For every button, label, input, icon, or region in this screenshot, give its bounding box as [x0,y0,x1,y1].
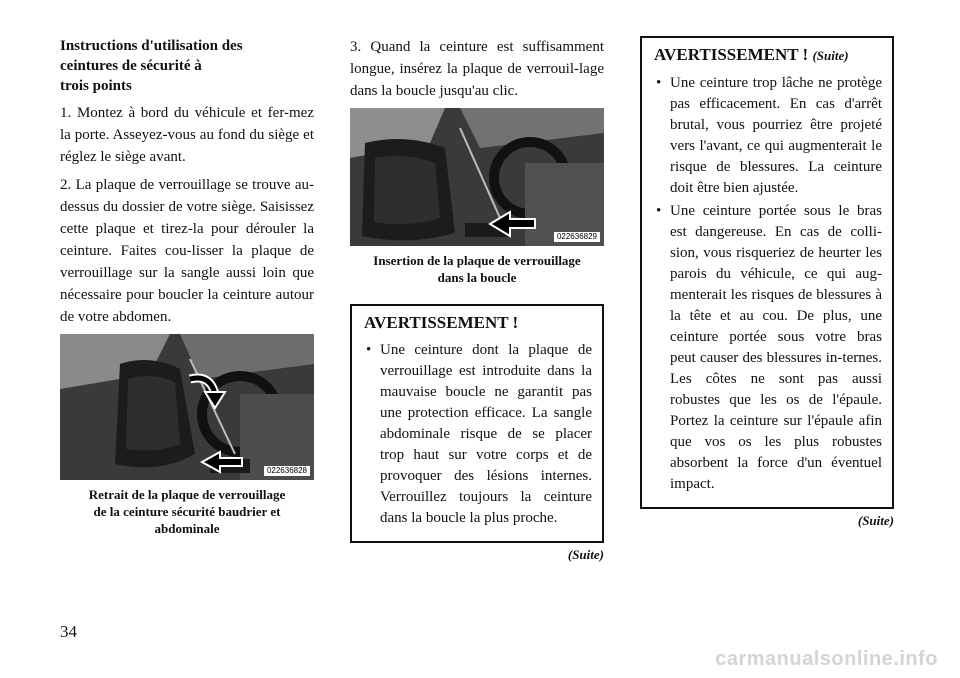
figure-seat-belt-latch-removal [60,334,314,480]
warning-title: AVERTISSEMENT ! (Suite) [654,45,849,64]
figure-code: 022636828 [264,466,310,476]
column-middle [350,36,604,563]
arrow-left-icon [350,108,604,246]
figure-code: 022636829 [554,232,600,242]
page-number: 34 [60,622,77,641]
figure-latch-insertion [350,108,604,246]
step-3-paragraph: 3. Quand la ceinture est suffisamment longue, insérez la plaque de verrouil-lage dans la boucle jusqu'au clic. [350,39,604,99]
bullet-icon: • [656,75,662,91]
section-heading: Instructions d'utilisation des ceintures de sécurité à trois points [60,38,243,94]
column-left [60,36,314,537]
warning-list [364,340,592,529]
bullet-icon: • [656,203,662,219]
figure-caption: Insertion de la plaque de verrouillage dans la boucle [373,253,581,285]
warning-box-continued [640,36,894,509]
continued-label: (Suite) [857,513,894,528]
warning-item: • Une ceinture trop lâche ne protège pas efficacement. En cas d'arrêt brutal, vous pourriez être projeté vers l'avant, ce qui augmenterait le risque de blessures. La ceinture doit être bien ajustée. [656,75,882,196]
step-2-paragraph: 2. La plaque de verrouillage se trouve au-dessus du dossier de votre siège. Saisissez cette plaque et tirez-la pour dérouler la ceinture. Faites cou-lisser la plaque de verrouillage sur la sangle aussi loin que nécessaire pour boucler la ceinture autour de votre abdomen. [60,177,314,325]
step-1-paragraph: 1. Montez à bord du véhicule et fer-mez la porte. Asseyez-vous au fond du siège et réglez le siège avant. [60,105,314,165]
warning-item: • Une ceinture dont la plaque de verrouillage est introduite dans la mauvaise boucle ne garantit pas une protection efficace. La sangle abdominale risque de se placer trop haut sur votre corps et de provoquer des lésions internes. Verrouillez toujours la ceinture dans la boucle la plus proche. [366,342,592,526]
arrow-left-icon [60,334,314,480]
watermark: carmanualsonline.info [715,648,938,670]
warning-list [654,73,882,495]
figure-caption: Retrait de la plaque de verrouillage de la ceinture sécurité baudrier et abdominale [88,487,286,536]
warning-item: • Une ceinture portée sous le bras est dangereuse. En cas de colli-sion, vous risqueriez de heurter les parois du véhicule, ce qui aug-menterait les risques de blessures à la tête et au cou. De plus, une ceinture portée sous votre bras peut causer des blessures in-ternes. Les côtes ne sont pas aussi robustes que les os de l'épaule. Portez la ceinture sur l'épaule afin que vos os les plus robustes absorbent la force d'un éventuel impact. [656,203,882,492]
continued-label: (Suite) [567,547,604,562]
warning-title: AVERTISSEMENT ! [364,313,519,332]
warning-box [350,304,604,543]
bullet-icon: • [366,342,372,358]
column-right [640,36,894,529]
